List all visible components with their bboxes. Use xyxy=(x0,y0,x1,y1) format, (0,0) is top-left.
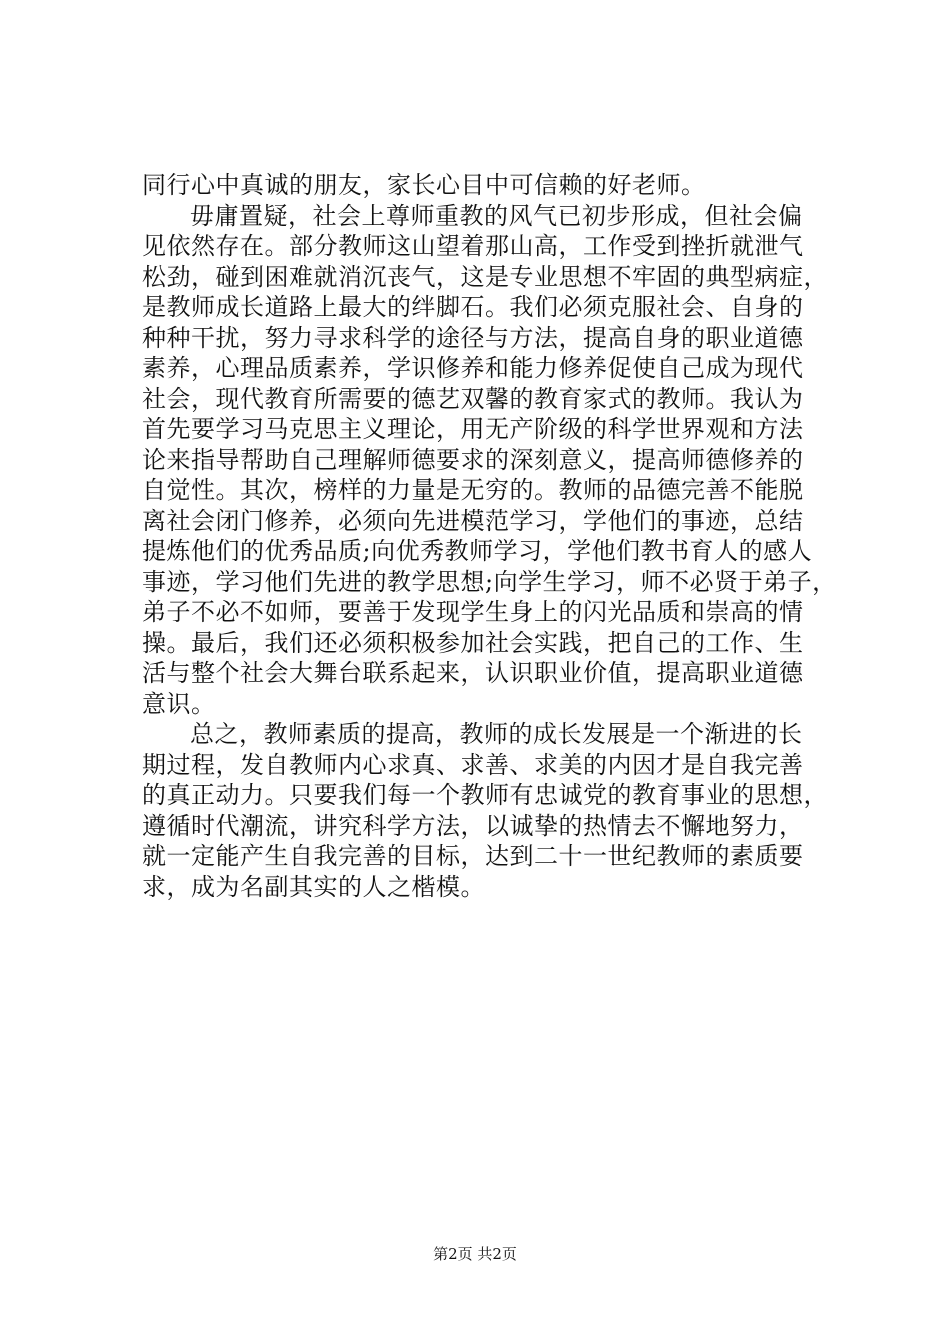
text-line: 弟子不必不如师，要善于发现学生身上的闪光品质和崇高的情 xyxy=(142,598,804,626)
text-line: 同行心中真诚的朋友，家长心目中可信赖的好老师。 xyxy=(142,171,706,199)
text-line: 操。最后，我们还必须积极参加社会实践，把自己的工作、生 xyxy=(142,628,804,657)
paragraph-start-line: 毋庸置疑，社会上尊师重教的风气已初步形成，但社会偏 xyxy=(190,201,803,230)
text-line: 松劲，碰到困难就消沉丧气，这是专业思想不牢固的典型病症， xyxy=(142,262,828,291)
text-line: 期过程，发自教师内心求真、求善、求美的内因才是自我完善 xyxy=(142,750,804,779)
text-line: 活与整个社会大舞台联系起来，认识职业价值，提高职业道德 xyxy=(142,659,804,687)
text-line: 种种干扰，努力寻求科学的途径与方法，提高自身的职业道德 xyxy=(142,323,804,352)
text-line: 就一定能产生自我完善的目标，达到二十一世纪教师的素质要 xyxy=(142,842,804,870)
text-line: 社会，现代教育所需要的德艺双馨的教育家式的教师。我认为 xyxy=(142,384,804,413)
text-line: 论来指导帮助自己理解师德要求的深刻意义，提高师德修养的 xyxy=(142,445,804,474)
text-line: 首先要学习马克思主义理论，用无产阶级的科学世界观和方法 xyxy=(142,415,804,443)
text-line: 意识。 xyxy=(142,689,216,718)
text-line: 的真正动力。只要我们每一个教师有忠诚党的教育事业的思想， xyxy=(142,781,828,809)
text-line: 是教师成长道路上最大的绊脚石。我们必须克服社会、自身的 xyxy=(142,293,804,321)
text-line: 求，成为名副其实的人之楷模。 xyxy=(142,872,485,901)
text-line: 离社会闭门修养，必须向先进模范学习，学他们的事迹，总结 xyxy=(142,506,804,535)
text-line: 遵循时代潮流，讲究科学方法，以诚挚的热情去不懈地努力， xyxy=(142,811,804,840)
paragraph-start-line: 总之，教师素质的提高，教师的成长发展是一个渐进的长 xyxy=(190,720,803,748)
text-line: 提炼他们的优秀品质;向优秀教师学习，学他们教书育人的感人 xyxy=(142,537,813,565)
text-line: 见依然存在。部分教师这山望着那山高，工作受到挫折就泄气 xyxy=(142,232,804,260)
page-number: 第2页 共2页 xyxy=(433,1245,517,1263)
page-footer xyxy=(0,1244,950,1264)
text-line: 素养，心理品质素养，学识修养和能力修养促使自己成为现代 xyxy=(142,354,804,382)
text-line: 自觉性。其次，榜样的力量是无穷的。教师的品德完善不能脱 xyxy=(142,476,804,504)
body-text xyxy=(142,170,837,902)
text-line: 事迹，学习他们先进的教学思想;向学生学习，师不必贤于弟子， xyxy=(142,567,837,596)
